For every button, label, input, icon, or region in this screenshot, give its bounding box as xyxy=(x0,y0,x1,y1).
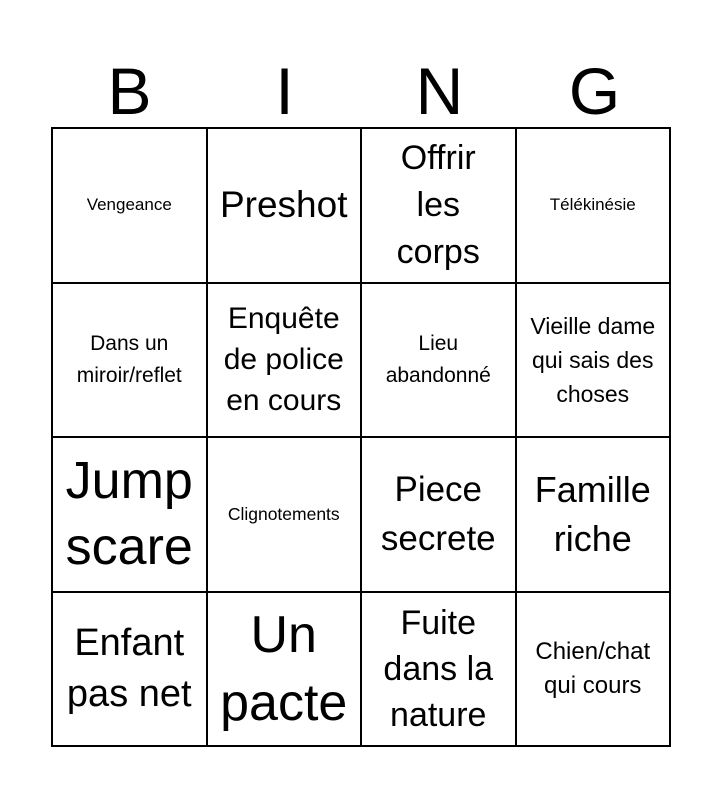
cell-label: Enquête de police en cours xyxy=(223,302,344,418)
cell-label: Clignotements xyxy=(227,504,340,525)
bingo-cell[interactable] xyxy=(361,128,516,283)
cell-label: Enfant pas net xyxy=(66,621,192,715)
bingo-cell[interactable] xyxy=(207,128,362,283)
cell-label: Vieille dame qui sais des choses xyxy=(530,312,656,407)
cell-label: Offrir les corps xyxy=(396,138,480,271)
bingo-header xyxy=(52,55,672,127)
cell-label: Fuite dans la nature xyxy=(383,603,494,734)
cell-label: Télékinésie xyxy=(549,195,636,215)
bingo-cell[interactable] xyxy=(516,592,671,747)
bingo-cell[interactable] xyxy=(516,437,671,592)
cell-label: Famille riche xyxy=(534,469,651,560)
bingo-cell[interactable] xyxy=(361,437,516,592)
bingo-cell[interactable] xyxy=(516,128,671,283)
bingo-cell[interactable] xyxy=(52,437,207,592)
cell-label: Lieu abandonné xyxy=(385,331,491,387)
bingo-cell[interactable] xyxy=(361,283,516,438)
header-letter-b: B xyxy=(107,54,152,128)
cell-label: Jump scare xyxy=(65,452,193,577)
bingo-cell[interactable] xyxy=(52,128,207,283)
bingo-cell[interactable] xyxy=(52,283,207,438)
cell-label: Preshot xyxy=(219,184,348,226)
cell-label: Vengeance xyxy=(86,195,172,215)
header-letter-n: N xyxy=(415,54,464,128)
bingo-cell[interactable] xyxy=(207,437,362,592)
bingo-cell[interactable] xyxy=(52,592,207,747)
bingo-cell[interactable] xyxy=(207,592,362,747)
bingo-cell[interactable] xyxy=(207,283,362,438)
header-letter-i: I xyxy=(275,54,294,128)
header-letter-g: G xyxy=(568,54,621,128)
bingo-cell[interactable] xyxy=(361,592,516,747)
cell-label: Chien/chat qui cours xyxy=(535,637,651,699)
bingo-board xyxy=(51,127,671,747)
cell-label: Un pacte xyxy=(220,605,348,732)
bingo-cell[interactable] xyxy=(516,283,671,438)
cell-label: Piece secrete xyxy=(380,470,496,559)
cell-label: Dans un miroir/reflet xyxy=(76,331,182,387)
